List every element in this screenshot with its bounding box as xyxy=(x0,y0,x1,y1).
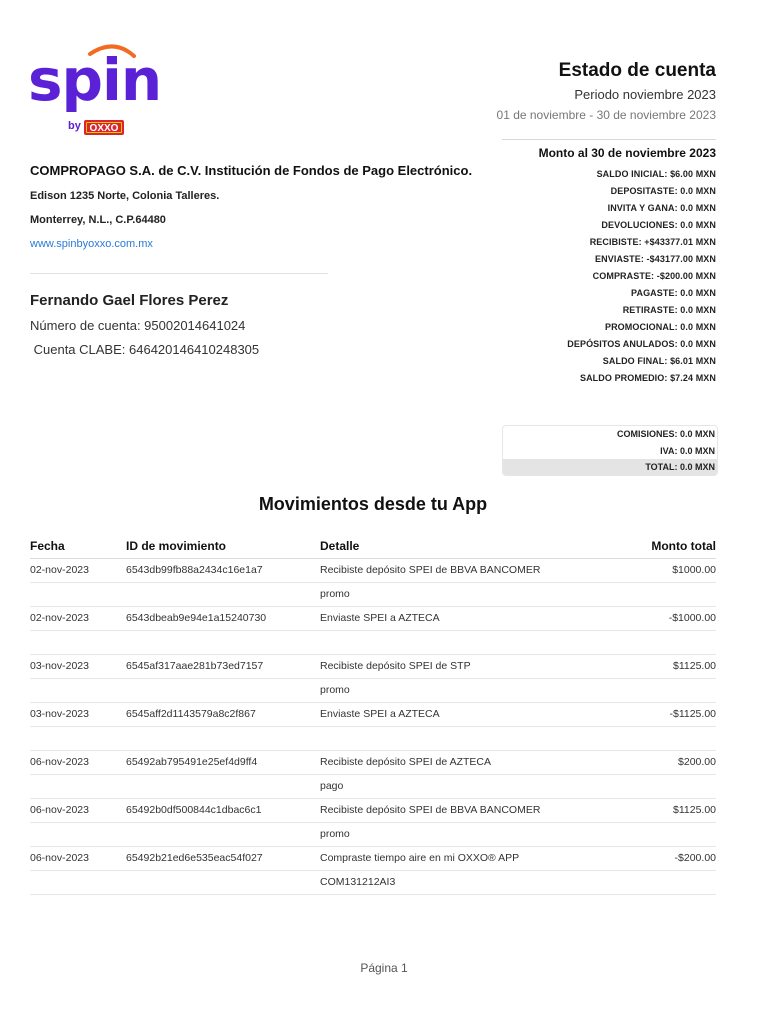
cell-amount: -$200.00 xyxy=(674,852,716,864)
table-body xyxy=(30,559,716,895)
fee-iva: IVA: 0.0 MXN xyxy=(660,445,715,456)
account-number: Número de cuenta: 95002014641024 xyxy=(30,318,246,333)
cell-detail: Recibiste depósito SPEI de AZTECA xyxy=(320,756,491,768)
table-row xyxy=(30,631,716,655)
cell-detail: Recibiste depósito SPEI de BBVA BANCOMER xyxy=(320,804,541,816)
cell-detail: Recibiste depósito SPEI de BBVA BANCOMER xyxy=(320,564,541,576)
table-row xyxy=(30,679,716,703)
customer-name: Fernando Gael Flores Perez xyxy=(30,292,229,309)
table-row xyxy=(30,823,716,847)
header-divider xyxy=(502,139,716,140)
cell-detail: Enviaste SPEI a AZTECA xyxy=(320,708,440,720)
logo-graphic xyxy=(30,40,180,140)
summary-item-retiraste: RETIRASTE: 0.0 MXN xyxy=(622,305,716,315)
summary-item-compraste: COMPRASTE: -$200.00 MXN xyxy=(592,271,716,281)
summary-item-promocional: PROMOCIONAL: 0.0 MXN xyxy=(604,322,716,332)
cell-detail: Enviaste SPEI a AZTECA xyxy=(320,612,440,624)
summary-item-saldo-final: SALDO FINAL: $6.01 MXN xyxy=(602,356,716,366)
logo-by-text: by xyxy=(68,120,81,132)
cell-date: 02-nov-2023 xyxy=(30,564,89,576)
cell-date: 06-nov-2023 xyxy=(30,756,89,768)
table-row xyxy=(30,871,716,895)
clabe-number: Cuenta CLABE: 646420146410248305 xyxy=(30,342,260,357)
logo-brand-text: spin xyxy=(30,46,162,114)
cell-date: 06-nov-2023 xyxy=(30,852,89,864)
cell-detail: COM131212AI3 xyxy=(320,876,396,888)
cell-detail: promo xyxy=(320,588,350,600)
cell-date: 03-nov-2023 xyxy=(30,660,89,672)
table-row xyxy=(30,751,716,775)
fee-comisiones: COMISIONES: 0.0 MXN xyxy=(616,429,715,439)
company-address-line1: Edison 1235 Norte, Colonia Talleres. xyxy=(30,190,220,202)
table-row xyxy=(30,703,716,727)
table-row xyxy=(30,799,716,823)
summary-item-depositos-anulados: DEPÓSITOS ANULADOS: 0.0 MXN xyxy=(567,339,716,349)
spin-by-oxxo-logo xyxy=(30,40,180,140)
statement-date-range: 01 de noviembre - 30 de noviembre 2023 xyxy=(496,108,716,122)
cell-id: 6543dbeab9e94e1a15240730 xyxy=(126,612,267,624)
cell-id: 6545af317aae281b73ed7157 xyxy=(126,660,264,672)
table-row xyxy=(30,559,716,583)
cell-id: 65492b21ed6e535eac54f027 xyxy=(126,852,263,864)
movements-table xyxy=(30,535,716,895)
summary-item-depositaste: DEPOSITASTE: 0.0 MXN xyxy=(610,186,716,196)
summary-heading: Monto al 30 de noviembre 2023 xyxy=(538,146,716,160)
fee-total: TOTAL: 0.0 MXN xyxy=(503,459,717,476)
summary-item-devoluciones: DEVOLUCIONES: 0.0 MXN xyxy=(601,220,716,230)
col-header-amount: Monto total xyxy=(651,539,716,553)
cell-id: 6545aff2d1143579a8c2f867 xyxy=(126,708,256,720)
cell-date: 03-nov-2023 xyxy=(30,708,89,720)
cell-amount: -$1125.00 xyxy=(669,708,716,720)
page-number: Página 1 xyxy=(360,961,408,975)
table-row xyxy=(30,583,716,607)
statement-title: Estado de cuenta xyxy=(558,60,716,81)
summary-item-saldo-inicial: SALDO INICIAL: $6.00 MXN xyxy=(596,169,716,179)
summary-item-invita-gana: INVITA Y GANA: 0.0 MXN xyxy=(607,203,716,213)
cell-date: 02-nov-2023 xyxy=(30,612,89,624)
table-row xyxy=(30,607,716,631)
movements-title: Movimientos desde tu App xyxy=(258,494,488,514)
company-divider xyxy=(30,273,328,274)
cell-detail: Recibiste depósito SPEI de STP xyxy=(320,660,471,672)
cell-detail: promo xyxy=(320,684,350,696)
summary-item-pagaste: PAGASTE: 0.0 MXN xyxy=(631,288,716,298)
table-row xyxy=(30,727,716,751)
cell-amount: -$1000.00 xyxy=(668,612,716,624)
cell-detail: Compraste tiempo aire en mi OXXO® APP xyxy=(320,852,520,864)
summary-list xyxy=(456,166,716,387)
col-header-detail: Detalle xyxy=(320,539,360,553)
table-row xyxy=(30,655,716,679)
summary-item-recibiste: RECIBISTE: +$43377.01 MXN xyxy=(589,237,716,247)
company-address-line2: Monterrey, N.L., C.P.64480 xyxy=(30,214,166,226)
cell-amount: $1125.00 xyxy=(672,660,716,672)
cell-amount: $200.00 xyxy=(678,756,716,768)
company-website-link[interactable]: www.spinbyoxxo.com.mx xyxy=(30,238,153,250)
table-header-row xyxy=(30,535,716,559)
company-name: COMPROPAGO S.A. de C.V. Institución de Fondos de Pago Electrónico. xyxy=(30,163,473,178)
cell-amount: $1125.00 xyxy=(672,804,716,816)
col-header-date: Fecha xyxy=(30,539,65,553)
cell-id: 6543db99fb88a2434c16e1a7 xyxy=(126,564,263,576)
statement-period: Periodo noviembre 2023 xyxy=(574,87,716,102)
cell-detail: pago xyxy=(320,780,344,792)
cell-id: 65492b0df500844c1dbac6c1 xyxy=(126,804,262,816)
table-row xyxy=(30,775,716,799)
col-header-id: ID de movimiento xyxy=(126,539,227,553)
logo-partner-text: OXXO xyxy=(89,123,119,134)
cell-detail: promo xyxy=(320,828,350,840)
summary-item-saldo-promedio: SALDO PROMEDIO: $7.24 MXN xyxy=(579,373,716,383)
table-row xyxy=(30,847,716,871)
cell-date: 06-nov-2023 xyxy=(30,804,89,816)
cell-id: 65492ab795491e25ef4d9ff4 xyxy=(126,756,258,768)
cell-amount: $1000.00 xyxy=(672,564,716,576)
summary-item-enviaste: ENVIASTE: -$43177.00 MXN xyxy=(595,254,716,264)
fees-box xyxy=(502,425,718,476)
